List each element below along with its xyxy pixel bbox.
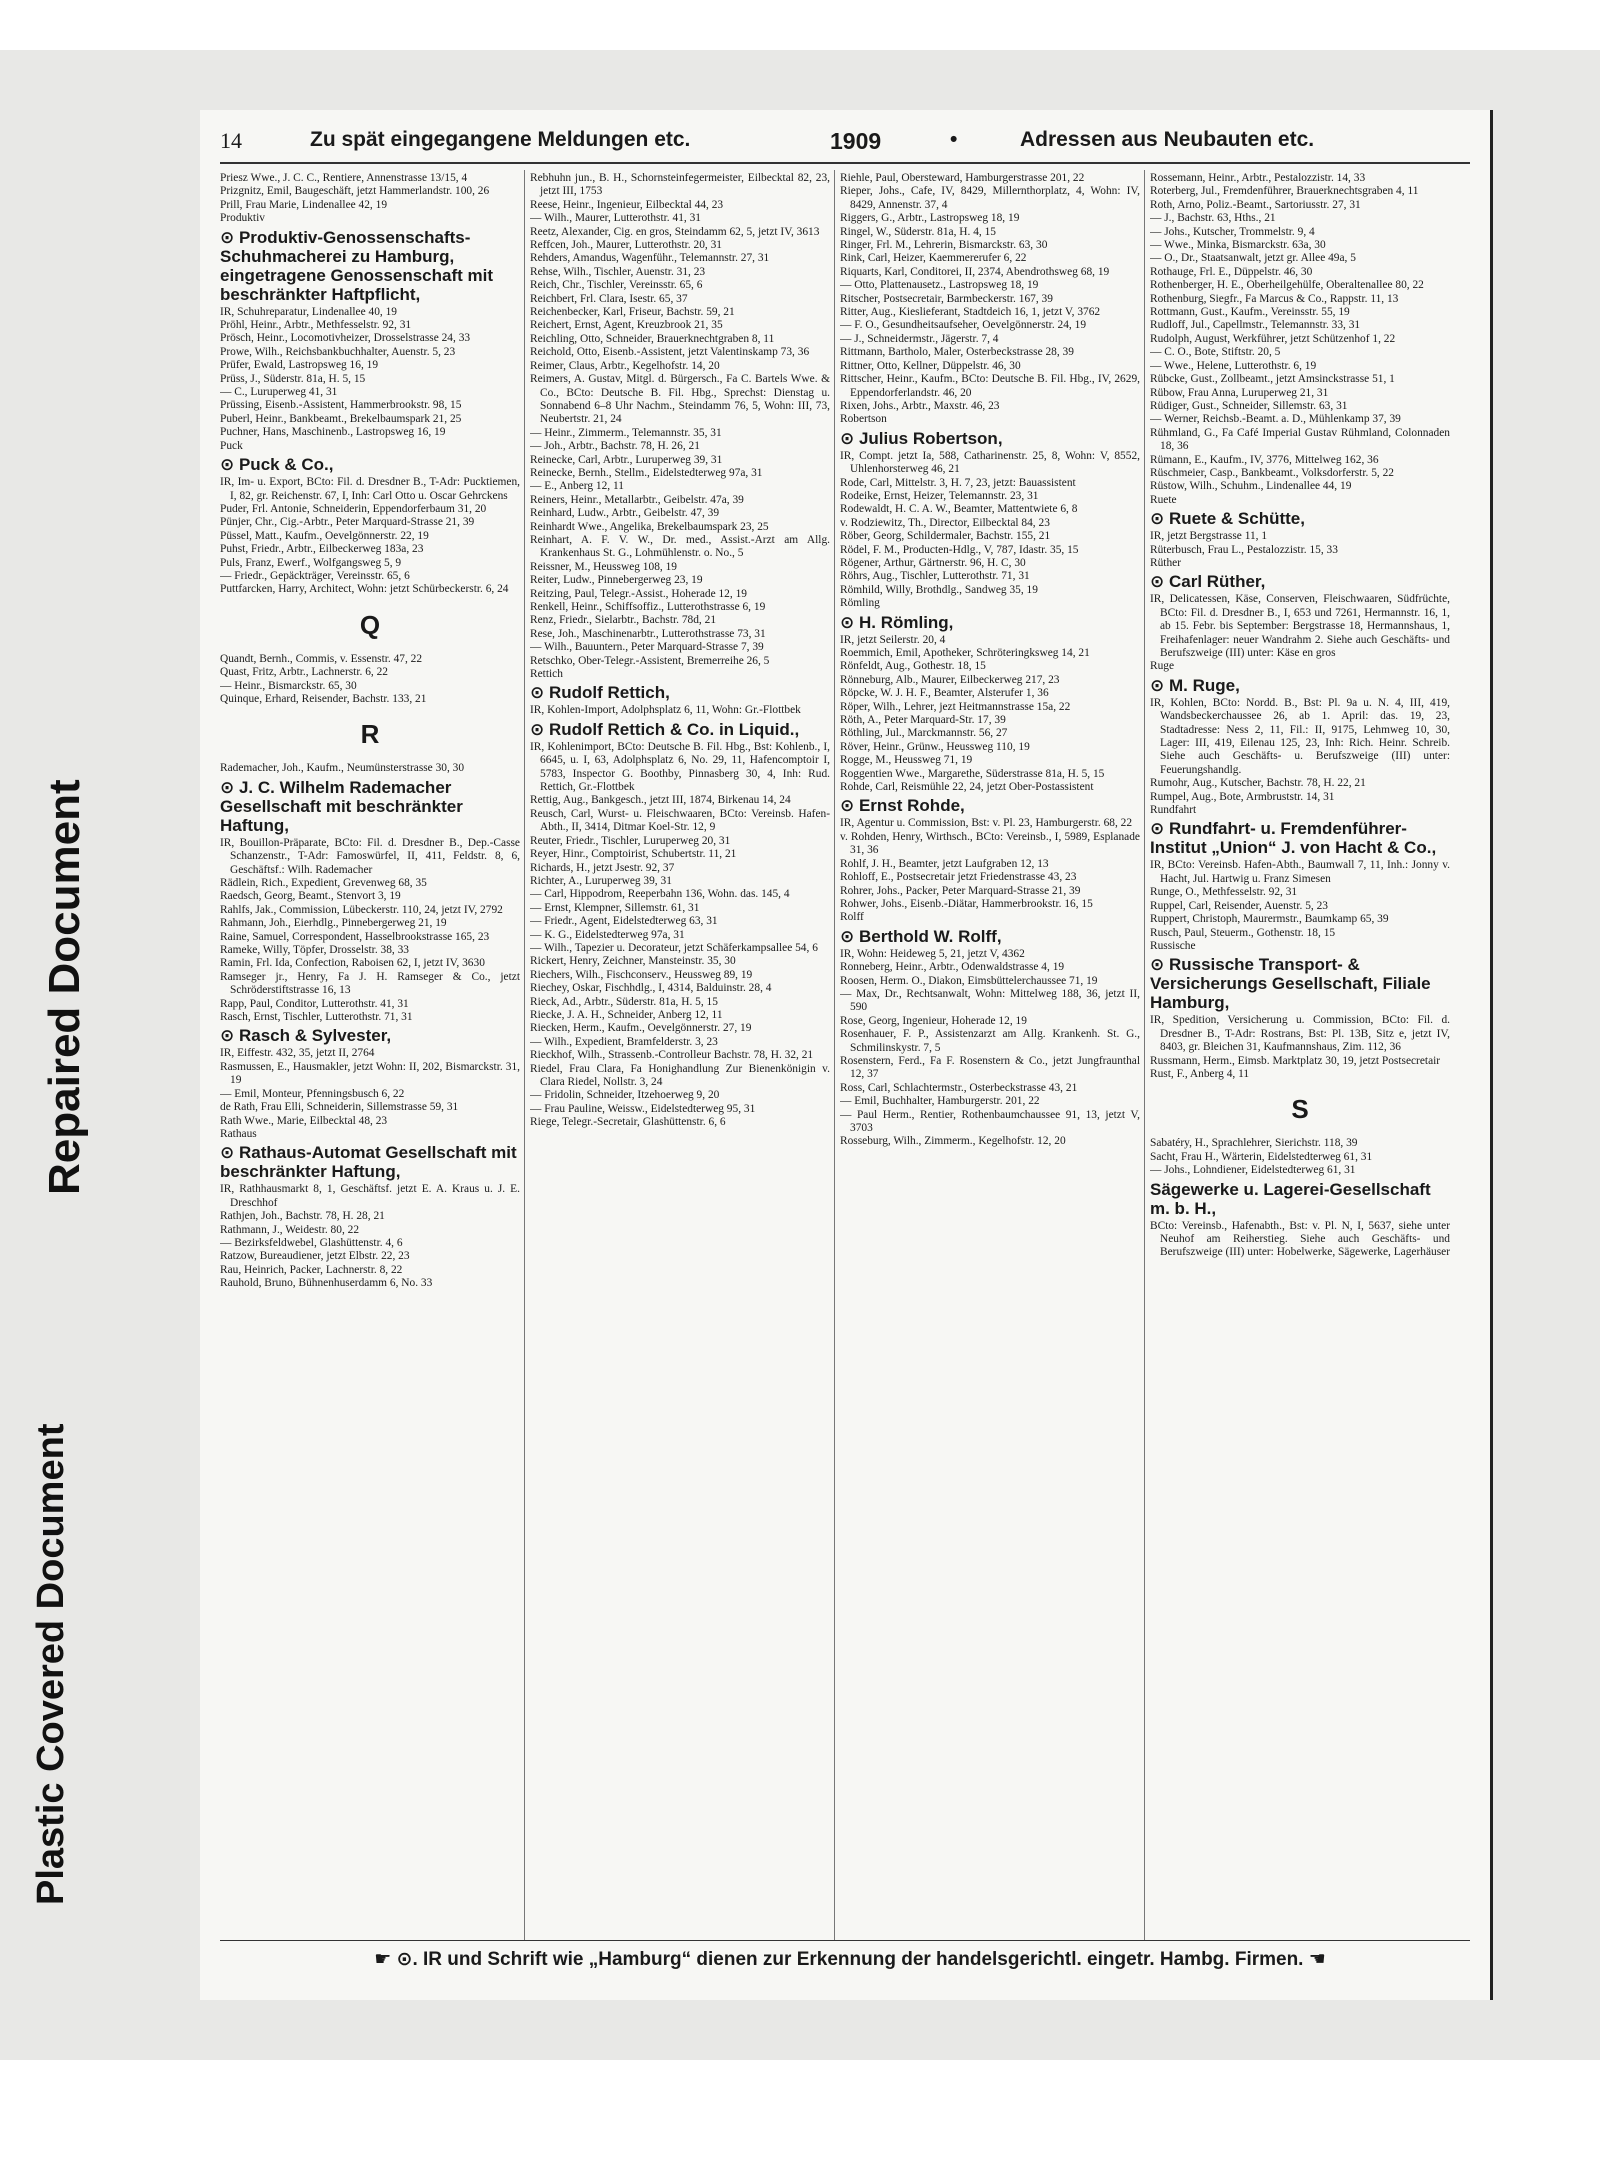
directory-entry: Röth, A., Peter Marquard-Str. 17, 39 — [840, 714, 1006, 727]
column-divider — [834, 170, 835, 1940]
registered-firm-entry: ⊙ Julius Robertson, — [840, 428, 1003, 448]
directory-entry: Rönneburg, Alb., Maurer, Eilbeckerweg 217, 23 — [840, 673, 1060, 686]
directory-entry: Ritter, Aug., Kieslieferant, Stadtdeich 16, 1, jetzt V, 3762 — [840, 306, 1101, 319]
registered-firm-entry: ⊙ Rasch & Sylvester, — [220, 1026, 392, 1046]
registered-firm-entry: ⊙ Ernst Rohde, — [840, 796, 965, 816]
directory-entry: Runge, O., Methfesselstr. 92, 31 — [1150, 886, 1298, 899]
directory-entry: Rosseburg, Wilh., Zimmerm., Kegelhofstr. 12, 20 — [840, 1135, 1066, 1148]
directory-entry: Reffcen, Joh., Maurer, Lutterothstr. 20, 31 — [530, 239, 722, 252]
registered-firm-entry: ⊙ Puck & Co., — [220, 455, 334, 475]
directory-entry: IR, Spedition, Versicherung u. Commission, BCto: Fil. d. Dresdner B., T-Adr: Rostrans, Bst: Pl. 13B, Sitz e, jetzt IV, 8403, gr. Bleichen 31, Kaufmannshaus, Zim. 112, 36 — [1150, 1014, 1450, 1054]
directory-entry: Pröhl, Heinr., Arbtr., Methfesselstr. 92, 31 — [220, 319, 412, 332]
directory-entry: Reissner, M., Heussweg 108, 19 — [530, 560, 677, 573]
page-number: 14 — [220, 128, 242, 153]
directory-entry: — Heinr., Zimmerm., Telemannstr. 35, 31 — [530, 426, 722, 439]
directory-entry: Retschko, Ober-Telegr.-Assistent, Bremerreihe 26, 5 — [530, 654, 770, 667]
directory-entry: Rottmann, Gust., Kaufm., Vereinsstr. 55, 19 — [1150, 306, 1350, 319]
directory-entry: — K. G., Eidelstedterweg 97a, 31 — [530, 928, 685, 941]
directory-entry: — E., Anberg 12, 11 — [530, 480, 624, 493]
registered-firm-entry: ⊙ Rathaus-Automat Gesellschaft mit beschränkter Haftung, — [220, 1143, 517, 1182]
footer-rule — [220, 1940, 1470, 1941]
directory-entry: Puls, Franz, Ewerf., Wolfgangsweg 5, 9 — [220, 556, 402, 569]
registered-firm-entry: ⊙ J. C. Wilhelm Rademacher Gesellschaft mit beschränkter Haftung, — [220, 777, 463, 835]
directory-entry: — Bezirksfeldwebel, Glashüttenstr. 4, 6 — [220, 1236, 403, 1249]
directory-entry: Römhild, Willy, Brothdlg., Sandweg 35, 19 — [840, 583, 1038, 596]
directory-entry: — Wilh., Expedient, Bramfelderstr. 3, 23 — [530, 1035, 718, 1048]
directory-entry: — Otto, Plattenausetz., Lastropsweg 18, 19 — [840, 279, 1039, 292]
directory-entry: Reinhart, A. F. V. W., Dr. med., Assist.-Arzt am Allg. Krankenhaus St. G., Lohmühlenstr. o. No., 5 — [530, 533, 830, 560]
directory-entry: Puck — [220, 439, 243, 452]
directory-entry: Rieck, Ad., Arbtr., Süderstr. 81a, H. 5, 15 — [530, 995, 718, 1008]
directory-entry: Röper, Wilh., Lehrer, jezt Heitmannstrasse 15a, 22 — [840, 700, 1071, 713]
directory-entry: Roggentien Wwe., Margarethe, Süderstrasse 81a, H. 5, 15 — [840, 767, 1105, 780]
directory-entry: IR, Kohlenimport, BCto: Deutsche B. Fil. Hbg., Bst: Kohlenb., I, 6645, u. I, 63, Adolphsplatz 6, No. 29, 11, Hafencomptoir I, 5783, Inspector G. Boothby, Pinnasberg 30, 4, Inh: Rud. Rettich, Gr.-Flottbek — [530, 740, 830, 794]
directory-entry: Rothenberger, H. E., Oberheilgehülfe, Oberaltenallee 80, 22 — [1150, 279, 1424, 292]
directory-entry: IR, jetzt Seilerstr. 20, 4 — [840, 633, 946, 646]
directory-entry: Rittmann, Bartholo, Maler, Osterbeckstrasse 28, 39 — [840, 346, 1074, 359]
directory-entry: IR, Schuhreparatur, Lindenallee 40, 19 — [220, 305, 397, 318]
directory-entry: Rapp, Paul, Conditor, Lutterothstr. 41, 31 — [220, 997, 409, 1010]
directory-entry: Röber, Georg, Schildermaler, Bachstr. 155, 21 — [840, 530, 1051, 543]
header-year: 1909 — [830, 128, 882, 154]
directory-entry: Röver, Heinr., Grünw., Heussweg 110, 19 — [840, 740, 1030, 753]
directory-entry: IR, Eiffestr. 432, 35, jetzt II, 2764 — [220, 1047, 375, 1060]
directory-entry: Rothauge, Frl. E., Düppelstr. 46, 30 — [1150, 265, 1313, 278]
directory-entry: Russmann, Herm., Eimsb. Marktplatz 30, 19, jetzt Postsecretair — [1150, 1054, 1441, 1067]
directory-entry: Rohloff, E., Postsecretair jetzt Friedenstrasse 43, 23 — [840, 871, 1077, 884]
directory-entry: Rieckhof, Wilh., Strassenb.-Controlleur Bachstr. 78, H. 32, 21 — [530, 1049, 814, 1062]
directory-entry: Prüfer, Ewald, Lastropsweg 16, 19 — [220, 359, 379, 372]
directory-entry: Raine, Samuel, Correspondent, Hasselbrookstrasse 165, 23 — [220, 930, 490, 943]
directory-entry: Rosenstern, Ferd., Fa F. Rosenstern & Co., jetzt Jungfraunthal 12, 37 — [840, 1054, 1140, 1081]
header-rule — [220, 162, 1470, 164]
directory-entry: — Wilh., Tapezier u. Decorateur, jetzt Schäferkampsallee 54, 6 — [530, 941, 818, 954]
registered-firm-entry: ⊙ Berthold W. Rolff, — [840, 926, 1002, 946]
directory-entry: Reimers, A. Gustav, Mitgl. d. Bürgersch., Fa C. Bartels Wwe. & Co., BCto: Deutsche B. Fil. Hbg., Sprechst: Dienstag u. Sonnabend 6–8 Uhr Nachm., Steindamm 76, 5, Wohn: III, 73, Neubertstr. 21, 24 — [530, 373, 830, 426]
directory-entry: Rühmland, G., Fa Café Imperial Gustav Rühmland, Colonnaden 18, 36 — [1150, 426, 1450, 453]
directory-entry: IR, Bouillon-Präparate, BCto: Fil. d. Dresdner B., Dep.-Casse Schanzenstr., T-Adr: Famoswürfel, II, 411, Feldstr. 8, 6, Geschäftsf.: Wilh. Rademacher — [220, 836, 520, 876]
directory-entry: Reese, Heinr., Ingenieur, Eilbecktal 44, 23 — [530, 198, 724, 211]
directory-entry: Riquarts, Karl, Conditorei, II, 2374, Abendrothsweg 68, 19 — [840, 265, 1110, 278]
directory-entry: Produktiv — [220, 212, 265, 225]
directory-entry: Ruge — [1150, 660, 1175, 673]
directory-entry: Roth, Arno, Poliz.-Beamt., Sartoriusstr. 27, 31 — [1150, 198, 1361, 211]
directory-entry: Röthling, Jul., Marckmannstr. 56, 27 — [840, 727, 1008, 740]
directory-entry: Rickert, Henry, Zeichner, Mansteinstr. 35, 30 — [530, 955, 736, 968]
directory-entry: Rohrer, Johs., Packer, Peter Marquard-Strasse 21, 39 — [840, 884, 1081, 897]
directory-entry: Püssel, Matt., Kaufm., Oevelgönnerstr. 22, 19 — [220, 529, 429, 542]
directory-entry: Reusch, Carl, Wurst- u. Fleischwaaren, BCto: Vereinsb. Hafen-Abth., II, 3414, Ditmar Koel-Str. 12, 9 — [530, 807, 830, 834]
directory-entry: Rixen, Johs., Arbtr., Maxstr. 46, 23 — [840, 399, 1000, 412]
directory-entry: Reichbert, Frl. Clara, Isestr. 65, 37 — [530, 292, 688, 305]
directory-entry: Reichert, Ernst, Agent, Kreuzbrook 21, 35 — [530, 319, 723, 332]
directory-entry: IR, Im- u. Export, BCto: Fil. d. Dresdner B., T-Adr: Pucktiemen, I, 82, gr. Reichenstr. 67, I, Inh: Carl Otto u. Oscar Gehrckens — [220, 476, 520, 502]
directory-entry: — Johs., Lohndiener, Eidelstedterweg 61, 31 — [1150, 1164, 1356, 1177]
directory-entry: IR, Wohn: Heideweg 5, 21, jetzt V, 4362 — [840, 947, 1025, 960]
directory-entry: Riege, Telegr.-Secretair, Glashüttenstr. 6, 6 — [530, 1116, 726, 1129]
directory-entry: Rettich — [530, 668, 563, 681]
directory-entry: Rittscher, Heinr., Kaufm., BCto: Deutsche B. Fil. Hbg., IV, 2629, Eppendorferlandstr. 46, 20 — [840, 373, 1140, 399]
directory-entry: Prizgnitz, Emil, Baugeschäft, jetzt Hammerlandstr. 100, 26 — [220, 185, 490, 198]
registered-firm-entry: ⊙ M. Ruge, — [1150, 675, 1240, 695]
directory-entry: Rolff — [840, 911, 864, 924]
directory-entry: — Friedr., Gepäckträger, Vereinsstr. 65, 6 — [220, 569, 410, 582]
directory-entry: Rebhuhn jun., B. H., Schornsteinfegermeister, Eilbecktal 82, 23, jetzt III, 1753 — [530, 172, 830, 198]
directory-entry: Rudloff, Jul., Capellmstr., Telemannstr. 33, 31 — [1150, 319, 1361, 332]
directory-entry: Rädlein, Rich., Expedient, Grevenweg 68, 35 — [220, 877, 427, 889]
directory-entry: Rasmussen, E., Hausmakler, jetzt Wohn: II, 202, Bismarckstr. 31, 19 — [220, 1060, 520, 1087]
directory-entry: Rübcke, Gust., Zollbeamt., jetzt Amsinckstrasse 51, 1 — [1150, 373, 1395, 386]
directory-entry: — Emil, Buchhalter, Hamburgerstr. 201, 22 — [840, 1095, 1040, 1108]
directory-entry: Röhrs, Aug., Tischler, Lutterothstr. 71, 31 — [840, 570, 1030, 583]
directory-entry: Reiter, Ludw., Pinnebergerweg 23, 19 — [530, 574, 703, 587]
directory-entry: Renkell, Heinr., Schiffsoffiz., Lutterothstrasse 6, 19 — [530, 601, 766, 613]
directory-entry: Rümann, E., Kaufm., IV, 3776, Mittelweg 162, 36 — [1150, 453, 1379, 466]
directory-entry: Rese, Joh., Maschinenarbtr., Lutterothstrasse 73, 31 — [530, 627, 766, 640]
directory-entry: Ruete — [1150, 493, 1177, 506]
directory-entry: Priesz Wwe., J. C. C., Rentiere, Annenstrasse 13/15, 4 — [220, 172, 468, 184]
directory-entry: Ramin, Frl. Ida, Confection, Raboisen 62, I, jetzt IV, 3630 — [220, 957, 485, 970]
directory-entry: Reinhard, Ludw., Arbtr., Geibelstr. 47, 39 — [530, 507, 720, 520]
directory-entry: — Wilh., Maurer, Lutterothstr. 41, 31 — [530, 212, 701, 225]
directory-entry: Riggers, G., Arbtr., Lastropsweg 18, 19 — [840, 212, 1020, 225]
directory-entry: Rüstow, Wilh., Schuhm., Lindenallee 44, 19 — [1150, 480, 1352, 493]
directory-entry: Ratzow, Bureaudiener, jetzt Elbstr. 22, 23 — [220, 1250, 410, 1263]
column-1 — [220, 172, 520, 1932]
directory-entry: Rumpel, Aug., Bote, Armbruststr. 14, 31 — [1150, 790, 1335, 803]
directory-entry: Rau, Heinrich, Packer, Lachnerstr. 8, 22 — [220, 1263, 403, 1276]
header-left-title: Zu spät eingegangene Meldungen etc. — [310, 128, 691, 151]
directory-entry: Quandt, Bernh., Commis, v. Essenstr. 47, 22 — [220, 652, 423, 665]
directory-entry: Rink, Carl, Heizer, Kaemmererufer 6, 22 — [840, 252, 1027, 265]
directory-entry: Reichling, Otto, Schneider, Brauerknechtgraben 8, 11 — [530, 332, 775, 345]
directory-entry: Rose, Georg, Ingenieur, Hoherade 12, 19 — [840, 1014, 1027, 1027]
directory-entry: Rüdiger, Gust., Schneider, Sillemstr. 63, 31 — [1150, 399, 1348, 412]
registered-firm-entry: ⊙ Rudolf Rettich & Co. in Liquid., — [530, 719, 800, 739]
header-dot: • — [950, 128, 958, 151]
directory-entry: Reuter, Friedr., Tischler, Luruperweg 20, 31 — [530, 834, 731, 847]
directory-entry: Puhst, Friedr., Arbtr., Eilbeckerweg 183a, 23 — [220, 543, 424, 556]
directory-entry: Rodeike, Ernst, Heizer, Telemannstr. 23, 31 — [840, 489, 1039, 502]
directory-entry: Ramseger jr., Henry, Fa J. H. Ramseger & Co., jetzt Schröderstiftstrasse 16, 13 — [220, 970, 520, 997]
column-divider — [524, 170, 525, 1940]
section-letter: S — [1291, 1094, 1309, 1125]
directory-entry: Röpcke, W. J. H. F., Beamter, Alsterufer 1, 36 — [840, 687, 1049, 700]
directory-entry: Reitzing, Paul, Telegr.-Assist., Hoherade 12, 19 — [530, 587, 747, 600]
directory-entry: Rönfeldt, Aug., Gothestr. 18, 15 — [840, 660, 986, 673]
directory-entry: Rathjen, Joh., Bachstr. 78, H. 28, 21 — [220, 1210, 385, 1223]
directory-entry: Rath Wwe., Marie, Eilbecktal 48, 23 — [220, 1114, 388, 1127]
directory-entry: de Rath, Frau Elli, Schneiderin, Sillemstrasse 59, 31 — [220, 1101, 459, 1114]
directory-entry: Rust, F., Anberg 4, 11 — [1150, 1067, 1250, 1080]
directory-entry: Rademacher, Joh., Kaufm., Neumünsterstrasse 30, 30 — [220, 762, 465, 775]
directory-entry: Rittner, Otto, Kellner, Düppelstr. 46, 30 — [840, 359, 1021, 372]
directory-entry: IR, Delicatessen, Käse, Conserven, Fleischwaaren, Südfrüchte, BCto: Fil. d. Dresdner B., I, 653 und 7261, Hermannstr. 16, 1, ab 15. Febr. bis September: Bergstrasse 18, Hermannshaus, 1, Freihafenlager: neuer Wandrahm 2. Siehe auch Geschäfts- und Berufszweige (III) unter: Käse en gros — [1150, 593, 1450, 659]
directory-entry: Roosen, Herm. O., Diakon, Eimsbüttelerchaussee 71, 19 — [840, 974, 1098, 987]
header-right-title: Adressen aus Neubauten etc. — [1020, 128, 1315, 151]
directory-entry: Raedsch, Georg, Beamt., Stenvort 3, 19 — [220, 890, 401, 903]
directory-entry: — J., Schneidermstr., Jägerstr. 7, 4 — [840, 332, 999, 345]
directory-entry: Riechers, Wilh., Fischconserv., Heussweg 89, 19 — [530, 968, 753, 981]
directory-entry: Rehse, Wilh., Tischler, Auenstr. 31, 23 — [530, 265, 706, 278]
directory-entry: Rohlf, J. H., Beamter, jetzt Laufgraben 12, 13 — [840, 857, 1049, 870]
directory-entry: Riecken, Herm., Kaufm., Oevelgönnerstr. 27, 19 — [530, 1022, 752, 1035]
directory-entry: Russische — [1150, 939, 1196, 952]
directory-entry: Rosenhauer, F. P., Assistenzarzt am Allg. Krankenh. St. G., Schmilinskystr. 7, 5 — [840, 1028, 1140, 1054]
directory-entry: Ronneberg, Heinr., Arbtr., Odenwaldstrasse 4, 19 — [840, 961, 1065, 974]
directory-entry: Pünjer, Chr., Cig.-Arbtr., Peter Marquard-Strasse 21, 39 — [220, 516, 475, 529]
directory-entry: — J., Bachstr. 63, Hths., 21 — [1150, 212, 1276, 225]
directory-entry: IR, Kohlen, BCto: Nordd. B., Bst: Pl. 9a u. N. 4, III, 419, Wandsbeckerchaussee 26, ab 1. April: das. 19, 23, Stadtadresse: Ness 2, 11, Fil.: II, 9175, Lehmweg 10, 30, Lager: III, 419, Eilenau 125, 23, Inh: Rich. Heinr. Schreib. Siehe auch Geschäfts- u. Berufszweige (III) unter: Feuerungshandlg. — [1150, 696, 1450, 776]
registered-firm-entry: ⊙ Ruete & Schütte, — [1150, 509, 1305, 529]
directory-entry: Riedel, Frau Clara, Fa Honighandlung Zur Bienenkönigin v. Clara Riedel, Nollstr. 3, 24 — [530, 1062, 830, 1088]
directory-entry: Richards, H., jetzt Jsestr. 92, 37 — [530, 861, 675, 874]
directory-entry: Reimer, Claus, Arbtr., Kegelhofstr. 14, 20 — [530, 359, 720, 372]
document-page — [200, 110, 1493, 2000]
directory-entry: — Heinr., Bismarckstr. 65, 30 — [220, 679, 357, 692]
directory-entry: — Max, Dr., Rechtsanwalt, Wohn: Mittelweg 188, 36, jetzt II, 590 — [840, 987, 1140, 1014]
directory-entry: Rothenburg, Siegfr., Fa Marcus & Co., Rappstr. 11, 13 — [1150, 292, 1399, 305]
directory-entry: Rödel, F. M., Producten-Hdlg., V, 787, Idastr. 35, 15 — [840, 543, 1079, 556]
page-footer: ☛ ⊙. IR und Schrift wie „Hamburg“ dienen zur Erkennung der handelsgerichtl. eingetr. Hambg. Firmen. ☚ — [374, 1949, 1326, 1970]
directory-entry: Reinhardt Wwe., Angelika, Brekelbaumspark 23, 25 — [530, 520, 769, 533]
directory-entry: Ritscher, Postsecretair, Barmbeckerstr. 167, 39 — [840, 292, 1053, 305]
directory-entry: Reich, Chr., Tischler, Vereinsstr. 65, 6 — [530, 279, 703, 292]
directory-entry: — Wilh., Bauuntern., Peter Marquard-Strasse 7, 39 — [530, 641, 764, 654]
directory-entry: Ross, Carl, Schlachtermstr., Osterbeckstrasse 43, 21 — [840, 1081, 1078, 1094]
directory-entry: Rossemann, Heinr., Arbtr., Pestalozzistr. 14, 33 — [1150, 172, 1366, 184]
directory-entry: Riecke, J. A. H., Schneider, Anberg 12, 11 — [530, 1008, 723, 1021]
directory-entry: IR, Kohlen-Import, Adolphsplatz 6, 11, Wohn: Gr.-Flottbek — [530, 704, 801, 717]
directory-entry: Reyer, Hinr., Comptoirist, Schubertstr. 11, 21 — [530, 848, 737, 861]
directory-entry: Rahmann, Joh., Eierhdlg., Pinnebergerweg 21, 19 — [220, 917, 447, 930]
directory-entry: Ruppert, Christoph, Maurermstr., Baumkamp 65, 39 — [1150, 913, 1389, 926]
directory-entry: Rameke, Willy, Töpfer, Drosselstr. 38, 33 — [220, 944, 410, 957]
directory-entry: Reichenbecker, Karl, Friseur, Bachstr. 59, 21 — [530, 306, 735, 319]
directory-entry: Rauhold, Bruno, Bühnenhuserdamm 6, No. 33 — [220, 1277, 433, 1290]
directory-entry: Prüssing, Eisenb.-Assistent, Hammerbrookstr. 98, 15 — [220, 399, 462, 412]
directory-entry: Prowe, Wilh., Reichsbankbuchhalter, Auenstr. 5, 23 — [220, 345, 456, 358]
directory-entry: Quast, Fritz, Arbtr., Lachnerstr. 6, 22 — [220, 666, 388, 679]
directory-entry: v. Rodziewitz, Th., Director, Eilbecktal 84, 23 — [840, 516, 1050, 529]
registered-firm-entry: ⊙ H. Römling, — [840, 612, 954, 632]
directory-entry: — Paul Herm., Rentier, Rothenbaumchaussee 91, 13, jetzt V, 3703 — [840, 1108, 1140, 1134]
registered-firm-entry: ⊙ Rundfahrt- u. Fremdenführer-Institut „Union“ J. von Hacht & Co., — [1150, 819, 1437, 858]
directory-entry: Rohwer, Johs., Eisenb.-Diätar, Hammerbrookstr. 16, 15 — [840, 897, 1093, 910]
directory-entry: Quinque, Erhard, Reisender, Bachstr. 133, 21 — [220, 692, 427, 705]
directory-entry: Renz, Friedr., Sielarbtr., Bachstr. 78d, 21 — [530, 614, 717, 627]
directory-entry: Rumohr, Aug., Kutscher, Bachstr. 78, H. 22, 21 — [1150, 777, 1366, 790]
directory-entry: IR, BCto: Vereinsb. Hafen-Abth., Baumwall 7, 11, Inh.: Jonny v. Hacht, Jul. Hartwig u. Franz Simesen — [1150, 859, 1450, 885]
directory-entry: Prill, Frau Marie, Lindenallee 42, 19 — [220, 198, 388, 211]
directory-entry: — Ernst, Klempner, Sillemstr. 61, 31 — [530, 901, 700, 914]
directory-entry: — F. O., Gesundheitsaufseher, Oevelgönnerstr. 24, 19 — [840, 319, 1087, 332]
directory-entry: IR, Compt. jetzt Ia, 588, Catharinenstr. 25, 8, Wohn: V, 8552, Uhlenhorsterweg 46, 21 — [840, 449, 1140, 476]
directory-entry: Rüterbusch, Frau L., Pestalozzistr. 15, 33 — [1150, 543, 1338, 556]
directory-entry: IR, jetzt Bergstrasse 11, 1 — [1150, 530, 1268, 543]
directory-entry: Ringel, W., Süderstr. 81a, H. 4, 15 — [840, 225, 996, 238]
directory-entry: Puder, Frl. Antonie, Schneiderin, Eppendorferbaum 31, 20 — [220, 502, 487, 515]
directory-entry: Reetz, Alexander, Cig. en gros, Steindamm 62, 5, jetzt IV, 3613 — [530, 225, 820, 238]
directory-entry: IR, Rathhausmarkt 8, 1, Geschäftsf. jetzt E. A. Kraus u. J. E. Dreschhof — [220, 1183, 520, 1209]
directory-entry: Rübow, Frau Anna, Luruperweg 21, 31 — [1150, 386, 1329, 399]
column-4 — [1150, 172, 1450, 1932]
directory-entry: Rundfahrt — [1150, 804, 1197, 817]
directory-entry: Rehders, Amandus, Wagenführ., Telemannstr. 27, 31 — [530, 252, 770, 265]
column-2 — [530, 172, 830, 1932]
directory-entry: Puttfarcken, Harry, Architect, Wohn: jetzt Schürbeckerstr. 6, 24 — [220, 583, 509, 596]
directory-entry: — Fridolin, Schneider, Itzehoerweg 9, 20 — [530, 1089, 720, 1102]
directory-entry: Reichold, Otto, Eisenb.-Assistent, jetzt Valentinskamp 73, 36 — [530, 346, 810, 359]
directory-entry: Ringer, Frl. M., Lehrerin, Bismarckstr. 63, 30 — [840, 239, 1048, 252]
page-header — [220, 120, 1470, 160]
plastic-covered-document-label: Plastic Covered Document — [30, 1423, 72, 1905]
directory-entry: Rahlfs, Jak., Commission, Lübeckerstr. 110, 24, jetzt IV, 2792 — [220, 903, 503, 916]
directory-entry: Prösch, Heinr., Locomotivheizer, Drosselstrasse 24, 33 — [220, 332, 471, 345]
directory-entry: Rüschmeier, Casp., Bankbeamt., Volksdorferstr. 5, 22 — [1150, 466, 1394, 479]
directory-entry: — Werner, Reichsb.-Beamt. a. D., Mühlenkamp 37, 39 — [1150, 413, 1401, 426]
section-letter: R — [360, 719, 380, 750]
directory-entry: Puberl, Heinr., Bankbeamt., Brekelbaumspark 21, 25 — [220, 412, 462, 425]
directory-entry: Rieper, Johs., Cafe, IV, 8429, Millernthorplatz, 4, Wohn: IV, 8429, Annenstr. 37, 4 — [840, 185, 1140, 211]
directory-entry: — Carl, Hippodrom, Reeperbahn 136, Wohn. das. 145, 4 — [530, 888, 790, 901]
directory-entry: — O., Dr., Staatsanwalt, jetzt gr. Allee 49a, 5 — [1150, 252, 1356, 265]
registered-firm-entry: ⊙ Carl Rüther, — [1150, 572, 1266, 592]
directory-entry: Rudolph, August, Werkführer, jetzt Schützenhof 1, 22 — [1150, 332, 1396, 345]
registered-firm-entry: ⊙ Rudolf Rettich, — [530, 683, 670, 703]
directory-entry: — Friedr., Agent, Eidelstedterweg 63, 31 — [530, 915, 718, 928]
directory-entry: — Joh., Arbtr., Bachstr. 78, H. 26, 21 — [530, 440, 700, 453]
directory-entry: Reinecke, Bernh., Stellm., Eidelstedterweg 97a, 31 — [530, 466, 763, 479]
directory-entry: Rusch, Paul, Steuerm., Gothenstr. 18, 15 — [1150, 926, 1336, 939]
directory-entry: — C. O., Bote, Stiftstr. 20, 5 — [1150, 346, 1281, 359]
directory-entry: Roterberg, Jul., Fremdenführer, Brauerknechtsgraben 4, 11 — [1150, 185, 1419, 198]
directory-entry: Sabatéry, H., Sprachlehrer, Sierichstr. 118, 39 — [1150, 1137, 1358, 1150]
registered-firm-entry: Sägewerke u. Lagerei-Gesellschaft m. b. H., — [1150, 1179, 1431, 1218]
repaired-document-label: Repaired Document — [40, 779, 89, 1195]
directory-entry: Roemmich, Emil, Apotheker, Schröteringksweg 14, 21 — [840, 647, 1090, 659]
directory-entry: Sacht, Frau H., Wärterin, Eidelstedterweg 61, 31 — [1150, 1150, 1373, 1163]
directory-entry: v. Rohden, Henry, Wirthsch., BCto: Vereinsb., I, 5989, Esplanade 31, 36 — [840, 830, 1140, 857]
directory-entry: Puchner, Hans, Maschinenb., Lastropsweg 16, 19 — [220, 426, 446, 439]
directory-entry: — Frau Pauline, Weissw., Eidelstedterweg 95, 31 — [530, 1102, 756, 1115]
directory-entry: Römling — [840, 597, 880, 610]
directory-entry: — Wwe., Helene, Lutterothstr. 6, 19 — [1150, 359, 1317, 372]
directory-entry: Rode, Carl, Mittelstr. 3, H. 7, 23, jetzt: Bauassistent — [840, 476, 1076, 489]
directory-entry: Reiners, Heinr., Metallarbtr., Geibelstr. 47a, 39 — [530, 493, 744, 506]
directory-entry: — Wwe., Minka, Bismarckstr. 63a, 30 — [1150, 239, 1326, 252]
directory-entry: Rodewaldt, H. C. A. W., Beamter, Mattentwiete 6, 8 — [840, 503, 1078, 516]
directory-entry: Prüss, J., Süderstr. 81a, H. 5, 15 — [220, 372, 366, 385]
column-divider — [1144, 170, 1145, 1940]
registered-firm-entry: ⊙ Produktiv-Genossenschafts-Schuhmacherei zu Hamburg, eingetragene Genossenschaft mit beschränkter Haftpflicht, — [220, 227, 494, 304]
directory-entry: — Emil, Monteur, Pfenningsbusch 6, 22 — [220, 1087, 405, 1100]
directory-entry: Rathmann, J., Weidestr. 80, 22 — [220, 1223, 360, 1236]
directory-entry: Rüther — [1150, 556, 1182, 569]
directory-entry: Rettig, Aug., Bankgesch., jetzt III, 1874, Birkenau 14, 24 — [530, 794, 791, 807]
directory-entry: Robertson — [840, 413, 887, 426]
directory-entry: — Johs., Kutscher, Trommelstr. 9, 4 — [1150, 225, 1315, 238]
directory-entry: IR, Agentur u. Commission, Bst: v. Pl. 23, Hamburgerstr. 68, 22 — [840, 817, 1133, 830]
directory-entry: Riechey, Oskar, Fischhdlg., I, 4314, Balduinstr. 28, 4 — [530, 982, 772, 995]
directory-entry: Richter, A., Luruperweg 39, 31 — [530, 874, 672, 887]
directory-entry: Rathaus — [220, 1127, 257, 1140]
section-letter: Q — [359, 609, 381, 640]
column-3 — [840, 172, 1140, 1932]
directory-entry: Riehle, Paul, Obersteward, Hamburgerstrasse 201, 22 — [840, 172, 1085, 184]
directory-entry: Ruppel, Carl, Reisender, Auenstr. 5, 23 — [1150, 899, 1328, 912]
directory-entry: Rasch, Ernst, Tischler, Lutterothstr. 71, 31 — [220, 1011, 413, 1024]
directory-entry: Reinecke, Carl, Arbtr., Luruperweg 39, 31 — [530, 453, 723, 466]
directory-entry: Rogge, M., Heussweg 71, 19 — [840, 754, 973, 767]
registered-firm-entry: ⊙ Russische Transport- & Versicherungs Gesellschaft, Filiale Hamburg, — [1150, 955, 1431, 1013]
directory-entry: Rögener, Arthur, Gärtnerstr. 96, H. C, 30 — [840, 556, 1026, 569]
directory-entry: BCto: Vereinsb., Hafenabth., Bst: v. Pl. N, I, 5637, siehe unter Neuhof am Reiherstieg. Siehe auch Geschäfts- und Berufszweige (III) unter: Hobelwerke, Sägewerke, Lagerhäuser — [1150, 1219, 1450, 1259]
directory-entry: — C., Luruperweg 41, 31 — [220, 386, 338, 399]
directory-entry: Rohde, Carl, Reismühle 22, 24, jetzt Ober-Postassistent — [840, 781, 1094, 794]
